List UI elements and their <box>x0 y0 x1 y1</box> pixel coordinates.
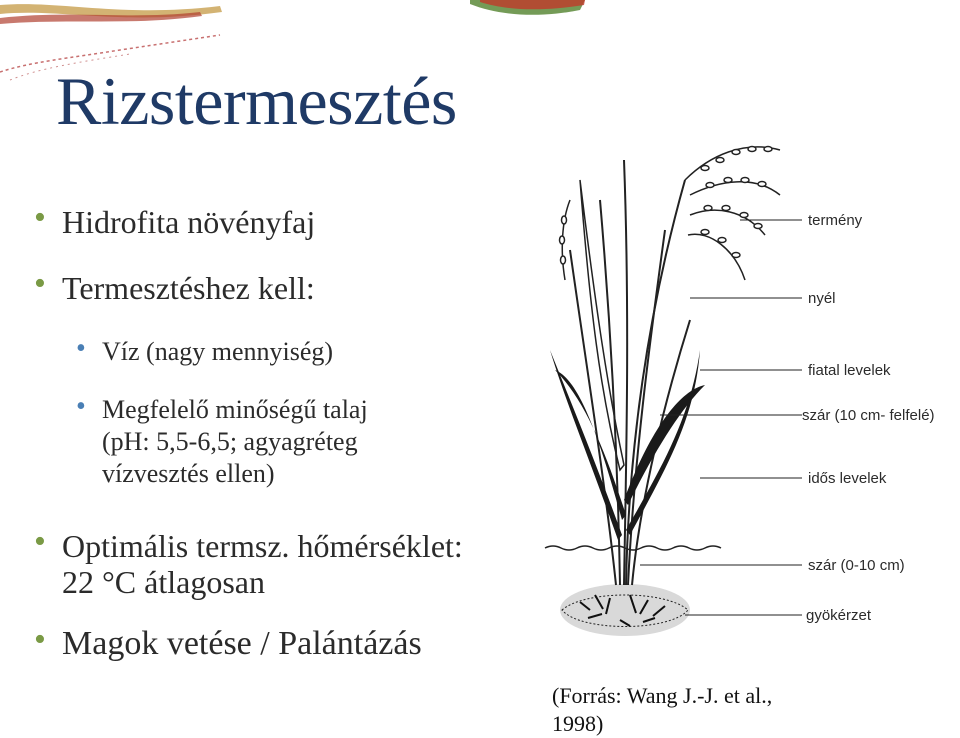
sub-bullet-item <box>76 333 334 368</box>
bullet-text: Optimális termsz. hőmérséklet: 22 °C átlagosan <box>62 528 463 600</box>
label-termeny: termény <box>808 212 863 229</box>
sub-bullet-item <box>76 391 368 490</box>
label-szar-0-10cm: szár (0-10 cm) <box>808 557 905 574</box>
bullet-dot-icon: • <box>34 265 46 302</box>
source-citation: (Forrás: Wang J.-J. et al., 1998) <box>552 683 773 736</box>
bullet-text: Hidrofita növényfaj <box>62 204 316 240</box>
water-surface <box>545 546 721 550</box>
root-system <box>560 584 690 636</box>
plant-stems <box>570 160 690 585</box>
label-leader-lines <box>640 220 802 615</box>
label-nyel: nyél <box>808 290 836 307</box>
bullet-text: Termesztéshez kell: <box>62 270 315 306</box>
bullet-item <box>34 621 422 662</box>
bullet-dot-icon: • <box>34 199 46 236</box>
sub-bullet-text: Megfelelő minőségű talaj (pH: 5,5-6,5; agyagréteg vízvesztés ellen) <box>102 395 368 488</box>
bullet-item <box>34 523 463 600</box>
label-gyokerzet: gyökérzet <box>806 607 872 624</box>
bullet-item <box>34 199 316 240</box>
rice-plant-diagram <box>540 140 955 660</box>
label-fiatal-levelek: fiatal levelek <box>808 362 891 379</box>
sub-bullet-dot-icon: • <box>76 391 86 422</box>
label-szar-10cm-felfele: szár (10 cm- felfelé) <box>802 407 935 424</box>
bullet-item <box>34 265 315 306</box>
label-idos-levelek: idős levelek <box>808 470 887 487</box>
bullet-dot-icon: • <box>34 523 46 560</box>
bullet-text: Magok vetése / Palántázás <box>62 625 422 662</box>
slide-title: Rizstermesztés <box>56 63 457 139</box>
sub-bullet-dot-icon: • <box>76 333 86 364</box>
rice-panicles <box>560 147 781 281</box>
sub-bullet-text: Víz (nagy mennyiség) <box>102 337 334 366</box>
bullet-dot-icon: • <box>34 621 46 658</box>
